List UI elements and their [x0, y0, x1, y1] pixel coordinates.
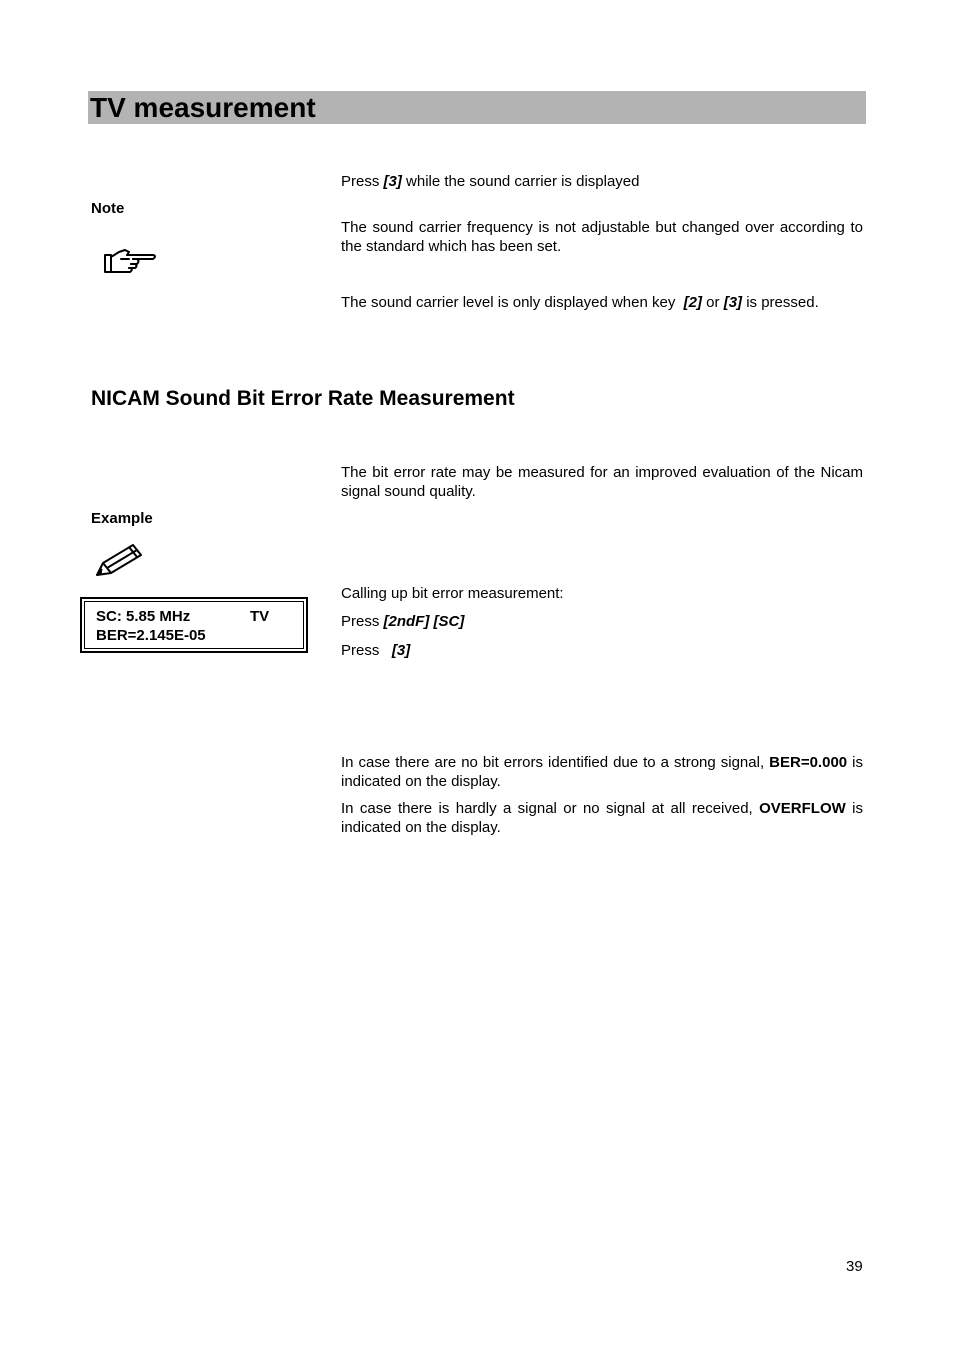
- note-label: Note: [91, 200, 125, 217]
- lcd-line-1-right: TV: [250, 608, 270, 625]
- lcd-line-1-left: SC: 5.85 MHz: [96, 608, 191, 625]
- page-title-bar: [88, 91, 866, 124]
- level-or: or: [702, 294, 724, 311]
- no-errors-text: In case there are no bit errors identified due to a strong signal,: [341, 754, 770, 771]
- lcd-inner-border: [84, 601, 304, 649]
- level-line: [341, 293, 863, 312]
- nicam-intro: The bit error rate may be measured for an improved evaluation of the Nicam signal sound quality.: [341, 464, 863, 500]
- lcd-line-2: BER=2.145E-05: [96, 627, 206, 644]
- overflow-suffix: is indicated on the display.: [341, 800, 863, 836]
- level-key-1: [2]: [683, 294, 703, 311]
- press2-prefix: Press: [341, 642, 392, 659]
- press-line-prefix: Press: [341, 173, 384, 190]
- page-title: TV measurement: [90, 92, 316, 123]
- level-key-2: [3]: [723, 294, 743, 311]
- lcd-display: [80, 597, 308, 653]
- press-line: [341, 172, 863, 191]
- press-line-suffix: while the sound carrier is displayed: [401, 173, 640, 190]
- calling-up-text: Calling up bit error measurement:: [341, 585, 564, 602]
- no-errors-suffix: is indicated on the display.: [341, 754, 863, 790]
- pencil-icon: [93, 541, 147, 579]
- press1-prefix: Press: [341, 613, 384, 630]
- press-2ndf-sc: [341, 612, 863, 631]
- overflow-value: OVERFLOW: [759, 800, 846, 817]
- press-line-key: [3]: [383, 173, 402, 190]
- press2-key: [3]: [391, 642, 411, 659]
- level-suffix: is pressed.: [742, 294, 819, 311]
- example-label: Example: [91, 510, 153, 527]
- note-paragraph: The sound carrier frequency is not adjustable but changed over according to the standard which has been set.: [341, 219, 863, 255]
- press1-keys: [2ndF] [SC]: [383, 613, 465, 630]
- no-errors-paragraph: [341, 753, 863, 791]
- ber-zero-value: BER=0.000: [769, 754, 848, 771]
- overflow-paragraph: [341, 799, 863, 837]
- press-3: [341, 641, 863, 660]
- overflow-text: In case there is hardly a signal or no signal at all received,: [341, 800, 760, 817]
- pointing-hand-icon: [103, 246, 159, 276]
- level-prefix: The sound carrier level is only displayed when key: [341, 294, 684, 311]
- section-heading: NICAM Sound Bit Error Rate Measurement: [91, 387, 515, 410]
- page-number: 39: [846, 1258, 863, 1275]
